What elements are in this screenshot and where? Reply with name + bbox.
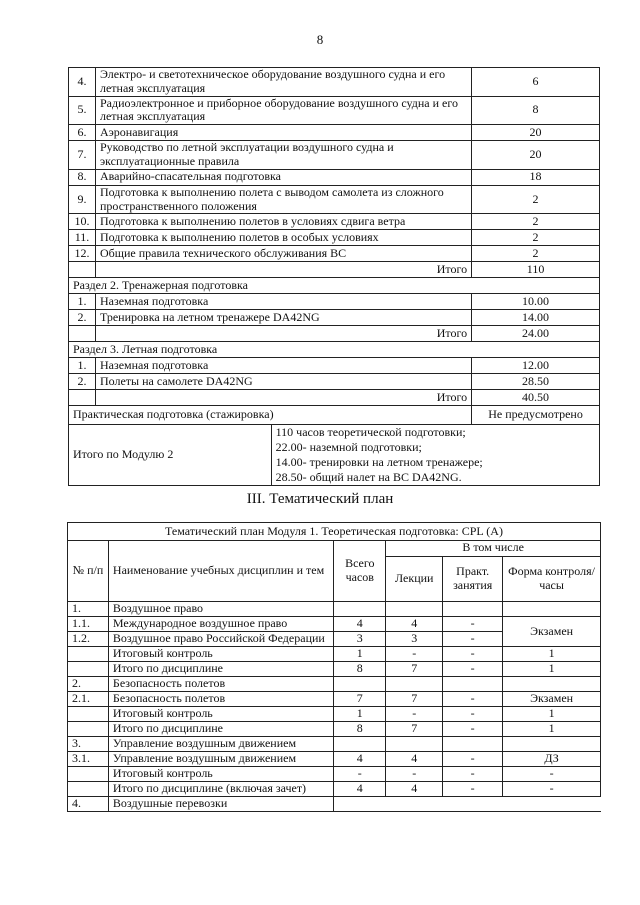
table-row	[69, 230, 600, 246]
col-header-name: Наименование учебных дисциплин и тем	[108, 541, 333, 602]
row-name: Управление воздушным движением	[108, 737, 333, 752]
row-total: 4	[334, 617, 386, 632]
table-row	[68, 722, 601, 737]
page-number: 8	[316, 32, 324, 47]
col-header-lectures: Лекции	[386, 556, 443, 601]
row-practice: -	[443, 782, 503, 797]
row-name: Итоговый контроль	[108, 767, 333, 782]
table-row	[69, 141, 600, 170]
row-name: Подготовка к выполнению полетов в условиях сдвига ветра	[95, 214, 471, 230]
row-form: 1	[503, 707, 601, 722]
row-num: 5.	[69, 96, 96, 125]
table-row	[68, 737, 601, 752]
row-hours: 2	[472, 230, 600, 246]
row-name: Безопасность полетов	[108, 692, 333, 707]
row-num: 10.	[69, 214, 96, 230]
row-num: 6.	[69, 125, 96, 141]
summary-line: 14.00- тренировки на летном тренажере;	[275, 455, 483, 470]
row-name: Наземная подготовка	[95, 358, 471, 374]
col-header-num: № п/п	[68, 541, 109, 602]
table-row	[69, 68, 600, 97]
table-row	[69, 310, 600, 326]
row-name: Наземная подготовка	[95, 294, 471, 310]
row-num: 7.	[69, 141, 96, 170]
row-name: Международное воздушное право	[108, 617, 333, 632]
table-row	[69, 425, 600, 486]
row-practice: -	[443, 752, 503, 767]
row-name: Подготовка к выполнению полета с выводом самолета из сложного пространственного положения	[95, 185, 471, 214]
col-header-total: Всего часов	[334, 541, 386, 602]
row-hours: 2	[472, 246, 600, 262]
row-total: 7	[334, 692, 386, 707]
row-lectures: -	[386, 647, 443, 662]
total-label: Итого	[95, 262, 471, 278]
row-name: Радиоэлектронное и приборное оборудование воздушного судна и его летная эксплуатация	[95, 96, 471, 125]
row-lectures: 7	[386, 722, 443, 737]
col-header-practice: Практ. занятия	[443, 556, 503, 601]
row-lectures: -	[386, 767, 443, 782]
table-row	[69, 294, 600, 310]
row-total: 4	[334, 782, 386, 797]
row-practice: -	[443, 662, 503, 677]
row-num: 8.	[69, 169, 96, 185]
row-name: Воздушное право	[108, 602, 333, 617]
row-total: 3	[334, 632, 386, 647]
summary-line: 28.50- общий налет на ВС DA42NG.	[275, 470, 462, 485]
row-lectures: 7	[386, 662, 443, 677]
table-row	[68, 767, 601, 782]
row-hours: 2	[472, 185, 600, 214]
row-form: ДЗ	[503, 752, 601, 767]
row-hours: 8	[472, 96, 600, 125]
row-hours: 20	[472, 125, 600, 141]
row-num: 4.	[69, 68, 96, 97]
row-num: 12.	[69, 246, 96, 262]
row-name: Руководство по летной эксплуатации воздушного судна и эксплуатационные правила	[95, 141, 471, 170]
row-form: -	[503, 782, 601, 797]
row-num: 1.2.	[68, 632, 109, 647]
row-num: 2.	[69, 310, 96, 326]
table-row	[68, 617, 601, 632]
row-num: 1.	[69, 294, 96, 310]
module-total-summary	[271, 425, 599, 486]
row-hours: 6	[472, 68, 600, 97]
total-value: 40.50	[472, 390, 600, 406]
summary-line: 22.00- наземной подготовки;	[275, 440, 422, 455]
table-row	[68, 707, 601, 722]
table-title: Тематический план Модуля 1. Теоретическая подготовка: CPL (A)	[68, 523, 601, 541]
row-form: Экзамен	[503, 617, 601, 647]
row-num: 11.	[69, 230, 96, 246]
row-lectures: 4	[386, 617, 443, 632]
row-practice: -	[443, 647, 503, 662]
table-row	[68, 677, 601, 692]
row-num: 1.	[68, 602, 109, 617]
row-lectures: 7	[386, 692, 443, 707]
table-row	[68, 782, 601, 797]
row-num: 3.	[68, 737, 109, 752]
row-hours: 20	[472, 141, 600, 170]
table-row	[68, 647, 601, 662]
row-name: Электро- и светотехническое оборудование воздушного судна и его летная эксплуатация	[95, 68, 471, 97]
table-row	[69, 374, 600, 390]
row-practice: -	[443, 617, 503, 632]
row-hours: 14.00	[472, 310, 600, 326]
row-name: Итого по дисциплине	[108, 722, 333, 737]
table-row	[69, 214, 600, 230]
total-label: Итого	[95, 390, 471, 406]
row-lectures: -	[386, 707, 443, 722]
row-num: 1.	[69, 358, 96, 374]
row-practice: -	[443, 707, 503, 722]
table-row	[68, 662, 601, 677]
summary-line: 110 часов теоретической подготовки;	[275, 425, 466, 440]
row-num: 2.1.	[68, 692, 109, 707]
module2-hours-table	[68, 67, 600, 486]
row-total: 1	[334, 707, 386, 722]
row-lectures: 3	[386, 632, 443, 647]
col-header-form: Форма контроля/ часы	[503, 556, 601, 601]
row-practice: -	[443, 722, 503, 737]
row-total: 8	[334, 662, 386, 677]
section-heading: III. Тематический план	[246, 491, 394, 507]
table-row	[69, 185, 600, 214]
table-row	[69, 262, 600, 278]
col-header-including: В том числе	[386, 541, 601, 557]
row-practice: -	[443, 632, 503, 647]
row-total: 1	[334, 647, 386, 662]
row-num: 3.1.	[68, 752, 109, 767]
table-row	[69, 96, 600, 125]
row-practice: -	[443, 767, 503, 782]
row-hours: 2	[472, 214, 600, 230]
row-lectures: 4	[386, 782, 443, 797]
row-name: Воздушное право Российской Федерации	[108, 632, 333, 647]
row-num: 4.	[68, 797, 109, 812]
table-row	[69, 169, 600, 185]
row-name: Итого по дисциплине	[108, 662, 333, 677]
table-row	[69, 358, 600, 374]
table-row	[69, 406, 600, 425]
row-form: Экзамен	[503, 692, 601, 707]
row-num: 2.	[68, 677, 109, 692]
row-name: Общие правила технического обслуживания ВС	[95, 246, 471, 262]
row-hours: 12.00	[472, 358, 600, 374]
row-name: Подготовка к выполнению полетов в особых условиях	[95, 230, 471, 246]
row-name: Воздушные перевозки	[108, 797, 333, 812]
row-form: 1	[503, 722, 601, 737]
row-form: -	[503, 767, 601, 782]
total-value: 110	[472, 262, 600, 278]
table-row	[69, 125, 600, 141]
row-lectures: 4	[386, 752, 443, 767]
row-name: Тренировка на летном тренажере DA42NG	[95, 310, 471, 326]
total-value: 24.00	[472, 326, 600, 342]
total-label: Итого	[95, 326, 471, 342]
table-row	[69, 246, 600, 262]
row-num: 2.	[69, 374, 96, 390]
table-row	[69, 390, 600, 406]
row-name: Безопасность полетов	[108, 677, 333, 692]
row-name: Полеты на самолете DA42NG	[95, 374, 471, 390]
row-hours: 28.50	[472, 374, 600, 390]
table-row	[68, 752, 601, 767]
section-title: Раздел 3. Летная подготовка	[69, 342, 600, 358]
row-name: Итого по дисциплине (включая зачет)	[108, 782, 333, 797]
row-name: Итоговый контроль	[108, 707, 333, 722]
row-hours: 10.00	[472, 294, 600, 310]
module-total-label: Итого по Модулю 2	[69, 425, 272, 486]
table-row	[68, 692, 601, 707]
thematic-plan-table	[67, 522, 601, 812]
table-row	[68, 797, 601, 812]
row-form: 1	[503, 647, 601, 662]
row-name: Управление воздушным движением	[108, 752, 333, 767]
row-practice: -	[443, 692, 503, 707]
row-total: 8	[334, 722, 386, 737]
practice-value: Не предусмотрено	[472, 406, 600, 425]
row-total: 4	[334, 752, 386, 767]
row-num: 1.1.	[68, 617, 109, 632]
row-name: Аварийно-спасательная подготовка	[95, 169, 471, 185]
section-title: Раздел 2. Тренажерная подготовка	[69, 278, 600, 294]
table-row	[68, 602, 601, 617]
practice-label: Практическая подготовка (стажировка)	[69, 406, 472, 425]
row-total: -	[334, 767, 386, 782]
row-hours: 18	[472, 169, 600, 185]
row-num: 9.	[69, 185, 96, 214]
row-form: 1	[503, 662, 601, 677]
row-name: Итоговый контроль	[108, 647, 333, 662]
table-row	[69, 326, 600, 342]
row-name: Аэронавигация	[95, 125, 471, 141]
